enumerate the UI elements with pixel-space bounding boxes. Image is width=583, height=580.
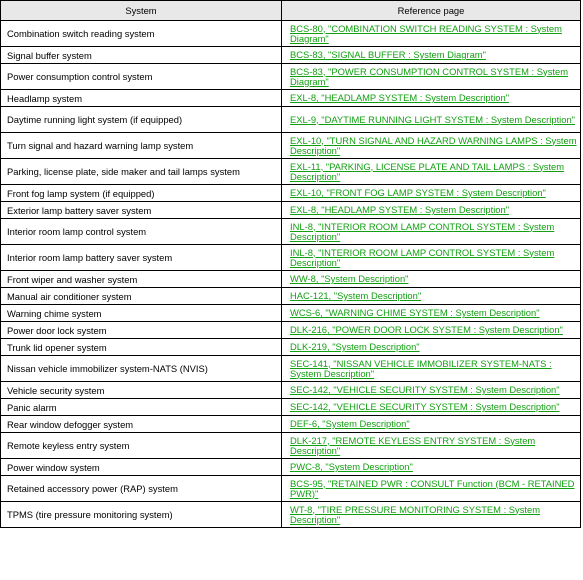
reference-link[interactable]: DLK-216, "POWER DOOR LOCK SYSTEM : System Description" [282,322,581,339]
system-cell: Interior room lamp control system [1,219,282,245]
table-row [1,339,581,356]
system-cell: Front wiper and washer system [1,271,282,288]
reference-link[interactable]: BCS-83, "POWER CONSUMPTION CONTROL SYSTEM : System Diagram" [282,64,581,90]
reference-link[interactable]: WW-8, "System Description" [282,271,581,288]
table-row [1,322,581,339]
system-cell: TPMS (tire pressure monitoring system) [1,502,282,528]
system-cell: Parking, license plate, side maker and tail lamps system [1,159,282,185]
table-row [1,502,581,528]
reference-link[interactable]: INL-8, "INTERIOR ROOM LAMP CONTROL SYSTEM : System Description" [282,219,581,245]
reference-link[interactable]: EXL-8, "HEADLAMP SYSTEM : System Description" [282,90,581,107]
system-cell: Trunk lid opener system [1,339,282,356]
reference-link[interactable]: EXL-8, "HEADLAMP SYSTEM : System Description" [282,202,581,219]
system-cell: Rear window defogger system [1,416,282,433]
table-header-row [1,1,581,21]
system-cell: Remote keyless entry system [1,433,282,459]
reference-link[interactable]: BCS-80, "COMBINATION SWITCH READING SYSTEM : System Diagram" [282,21,581,47]
system-cell: Signal buffer system [1,47,282,64]
reference-link[interactable]: BCS-95, "RETAINED PWR : CONSULT Function (BCM - RETAINED PWR)" [282,476,581,502]
table-row [1,476,581,502]
table-row [1,245,581,271]
table-row [1,219,581,245]
system-cell: Front fog lamp system (if equipped) [1,185,282,202]
table-row [1,271,581,288]
reference-link[interactable]: DEF-6, "System Description" [282,416,581,433]
table-row [1,47,581,64]
reference-link[interactable]: BCS-83, "SIGNAL BUFFER : System Diagram" [282,47,581,64]
reference-link[interactable]: INL-8, "INTERIOR ROOM LAMP CONTROL SYSTEM : System Description" [282,245,581,271]
reference-link[interactable]: SEC-141, "NISSAN VEHICLE IMMOBILIZER SYSTEM-NATS : System Description" [282,356,581,382]
system-cell: Power window system [1,459,282,476]
system-cell: Retained accessory power (RAP) system [1,476,282,502]
reference-link[interactable]: DLK-217, "REMOTE KEYLESS ENTRY SYSTEM : System Description" [282,433,581,459]
system-cell: Power door lock system [1,322,282,339]
reference-link[interactable]: SEC-142, "VEHICLE SECURITY SYSTEM : System Description" [282,382,581,399]
system-cell: Combination switch reading system [1,21,282,47]
reference-link[interactable]: EXL-9, "DAYTIME RUNNING LIGHT SYSTEM : System Description" [282,107,581,133]
table-row [1,133,581,159]
system-cell: Interior room lamp battery saver system [1,245,282,271]
table-row [1,459,581,476]
system-cell: Nissan vehicle immobilizer system-NATS (NVIS) [1,356,282,382]
table-row [1,433,581,459]
table-row [1,159,581,185]
system-cell: Headlamp system [1,90,282,107]
table-row [1,382,581,399]
table-row [1,356,581,382]
reference-link[interactable]: DLK-219, "System Description" [282,339,581,356]
table-row [1,21,581,47]
system-cell: Vehicle security system [1,382,282,399]
table-row [1,202,581,219]
reference-link[interactable]: WT-8, "TIRE PRESSURE MONITORING SYSTEM : System Description" [282,502,581,528]
table-row [1,64,581,90]
header-system: System [1,1,282,21]
system-cell: Turn signal and hazard warning lamp system [1,133,282,159]
reference-link[interactable]: WCS-6, "WARNING CHIME SYSTEM : System Description" [282,305,581,322]
reference-link[interactable]: EXL-10, "FRONT FOG LAMP SYSTEM : System Description" [282,185,581,202]
table-row [1,90,581,107]
table-row [1,416,581,433]
system-cell: Warning chime system [1,305,282,322]
reference-link[interactable]: HAC-121, "System Description" [282,288,581,305]
system-cell: Exterior lamp battery saver system [1,202,282,219]
table-body [1,21,581,528]
system-cell: Manual air conditioner system [1,288,282,305]
system-cell: Panic alarm [1,399,282,416]
reference-link[interactable]: EXL-11, "PARKING, LICENSE PLATE AND TAIL LAMPS : System Description" [282,159,581,185]
system-cell: Daytime running light system (if equipped) [1,107,282,133]
table-row [1,185,581,202]
header-reference-page: Reference page [282,1,581,21]
table-row [1,399,581,416]
table-row [1,107,581,133]
table-row [1,288,581,305]
reference-link[interactable]: PWC-8, "System Description" [282,459,581,476]
reference-link[interactable]: SEC-142, "VEHICLE SECURITY SYSTEM : System Description" [282,399,581,416]
reference-link[interactable]: EXL-10, "TURN SIGNAL AND HAZARD WARNING LAMPS : System Description" [282,133,581,159]
system-cell: Power consumption control system [1,64,282,90]
table-row [1,305,581,322]
